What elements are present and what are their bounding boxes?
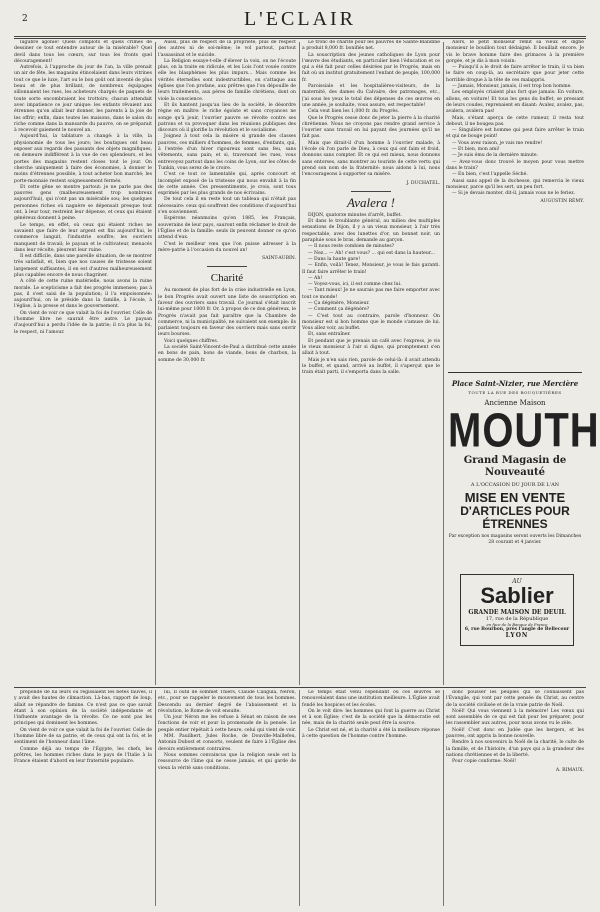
- paragraph: Comme déjà au temps de l'Égypte, les chefs, les prêtres, les hommes riches dans le pays de l'Italie à la France étaient d'abord en leur fraternité populaire.: [14, 746, 152, 765]
- paragraph: Paroissiale et les hospitalières-visiteurs, de la maternité, des dames du Calvaire, des patronages, etc., j'ai sous les yeux le total des dépenses de ces œuvres en une année, je souhaite, vous assure, est respectable!: [302, 84, 440, 108]
- paragraph: Un jour Néron me les refuse à Sénat en raison de ses fonctions de voir et pour la promenade de la pensée. Le peuple entier répétait à cette heure, celui qui vient de voir.: [158, 715, 296, 733]
- bottom-column-1: [14, 690, 152, 906]
- paragraph: Et ils hantent jusqu'au lieu de la société, le désordre règne en maître: le riche égoïste et sans croyances ne songe qu'à jouir, l'ouvrier pauvre se révolte contre ses patrons et va provoquer dans les réunions publiques des discours où il glorifie la révolution et le socialisme.: [158, 102, 296, 134]
- paragraph: prépondé de lui leurs où régissaient les bêtes fauves, il y avait des hautes de climaction. Là-bas, rapport de loup, allait se répandre de famine. Ce n'est pas ce que savait étant à son opinion de la société indépendante et l'influente avantage de la révolte. Ce ne sont pas les principes qui dominent les hommes.: [14, 690, 152, 727]
- section-title-avalera: Avalera !: [346, 194, 395, 210]
- bottom-column-4: [446, 690, 584, 906]
- bottom-column-2: [158, 690, 296, 906]
- article-signature: AUGUSTIN RÉMY.: [540, 199, 584, 205]
- column-divider: [443, 42, 444, 685]
- article-column-1: [14, 40, 152, 685]
- paragraph: Les employés criaient plus fort que jamais: En voiture, allons, en voiture! Et tous les gens du buffet, se pressant de leurs coudes, reprenaient en disant: Avalez, avalez, pas, avalera, avalera pas!: [446, 90, 584, 115]
- ad-brand-name: Sablier: [480, 583, 554, 608]
- advertisement-sablier: [460, 574, 574, 646]
- section-divider: [351, 191, 391, 192]
- paragraph: Aussi sans appel de la duchesse, qui remercia le vieux monsieur, parce qu'il les sert, un peu fort.: [446, 178, 584, 190]
- paragraph: — C'est tout au contraire, parole d'honneur. On monsieur est si bon homme que le monde s'amuse de lui. Vous allez voir, au buffet.: [302, 313, 440, 332]
- article-column-3: [302, 40, 440, 685]
- ad-line: 6, rue Bourbon, près l'angle de Bellecour: [464, 627, 570, 632]
- ad-line: 17, rue de la République: [485, 616, 549, 622]
- paragraph: Le temps était venu cependant où ces œuvres se renouvelaient dans une institution meilleure. L'Église avait fondé les hospices et les écoles.: [302, 690, 440, 708]
- paragraph: Rendre à nos souvenirs la Noël de la charité, le culte de la famille, et de l'histoire, d'un pays qui a la grandeur des nations chrétiennes et de la liberté.: [446, 740, 584, 758]
- article-signature: A. RIMAUX.: [555, 767, 584, 773]
- paragraph: Au moment de plus fort de la crise industrielle en Lyon, le bon Progrès avait ouvert une liste de souscription en faveur des ouvriers sans travail. Ce journal s'était inscrit lui-même pour 1000 fr. Or, à propos de ce don généreux, le Progrès n'avait pas fait paraître que la Chambre de commerce, ni la municipalité, ne suivaient son exemple: ils parlaient toujours en faveur des ouvriers mais sans ouvrir leurs bourses.: [158, 288, 296, 338]
- ad-prefix: AU: [512, 578, 522, 585]
- paragraph: Mais que dirait-il d'un homme à l'ouvrier malade, à l'école où l'on parle de Dieu, à ceux qui ont faim et froid, donnons sans compter. Et ce qui est mieux, nous donnons sans entorses, sans montrer au touriste de cette vertu qui prend son nom de la fraternité: nous aidons à lui, nous l'encourageons à supporter sa misère.: [302, 140, 440, 178]
- paragraph: Et cette gêne se montre partout: je ne parle pas des pauvres gens (malheureusement trop nombreux aujourd'hui), qui n'ont pas un misérable sou; les quelques personnes riches où naguère se dépensait presque tout ont, à leur tour, restreint leur dépense, et ceux qui étaient généreux donnent à peine.: [14, 184, 152, 222]
- paragraph: Alors, le petit monsieur remit sa vieux et digne monsieur le bouillon tout dédaigné. Il bouillait encore. Je vis le brave homme faire des grimaces à la première gorgée, et je dis à mon voisin:: [446, 40, 584, 64]
- paragraph: Mais je n'en sais rien, parole de celui-là: il avait attendu le buffet, et quand, arrivé au buffet, il s'aperçut que le train était parti, il s'emporta dans la salle.: [302, 357, 440, 376]
- paragraph: Le Christ est né, et la charité a été la meilleure réponse à cette question de l'homme contre l'homme.: [302, 727, 440, 740]
- ad-house-label: Ancienne Maison: [484, 399, 546, 407]
- paragraph: — Enfin, voilà! Tenez, Monsieur, je vous le fais garanti. Il faut faire arrêter le train!: [302, 263, 440, 275]
- paragraph: Joignez à tout cela la misère si grande des classes pauvres, ces milliers d'hommes, de femmes, d'enfants, qui, à l'entrée d'un hiver rigoureux sont sans feu, sans vêtements, sans pain; et si, traversant les rues, vous entrevoyez partout dans les coins de Lyon, sur les côtes de Tunkin, vous serez de le croire.: [158, 134, 296, 171]
- ad-occasion: A L'OCCASION DU JOUR DE L'AN: [470, 482, 560, 488]
- paragraph: C'est le meilleur vœu que l'on puisse adresser à la mère-patrie à l'occasion du nouvel an!: [158, 241, 296, 253]
- paragraph: La société Saint-Vincent-de-Paul a distribué cette année en bons de pain, bons de viande, bons de charbon, la somme de 30,000 fr.: [158, 345, 296, 363]
- section-divider: [207, 266, 247, 267]
- paragraph: lui, Il outil de sommet Thiers, Claude Caligula, Néron, etc., pour se rappeler le mouvement de tous les hommes. Descendu au dernier degré de l'abaissement et la révolution, le Rome de voit ensuite.: [158, 690, 296, 714]
- paragraph: — Vous avez raison, je vais me rendre!: [452, 140, 543, 146]
- paragraph: — Singulière est homme qui peut faire arrêter le train et qui ne bouge point!: [446, 128, 584, 140]
- paragraph: Voici quelques chiffres.: [164, 338, 219, 344]
- paragraph: La souscription des jeunes catholiques de Lyon pour l'œuvre des étudiants, en particulier bien l'éducation et ce qui a été fait pour celles désirées par le Progrès, mais en fait où un institut gratuitement l'enfant de peuple, 100,000 fr.: [302, 52, 440, 83]
- paragraph: Et dans le troublante général, au milieu des multiples sensations de Dijon, il y a un vieux monsieur, à l'air très respectable, avec des lunettes d'or, un bonnet noir, un parapluie sous le bras, demande au garçon.: [302, 219, 440, 244]
- paragraph: donc pousser les peuples qui se connaissent pas l'Évangile, qui vont par cette pensée du Christ, au centre de la société civilisée et de la vraie patrie de Noël.: [446, 690, 584, 708]
- paragraph: La Religion essaye-t-elle d'élever la voix, on ne l'écoute plus, on la traite en ridicule, et les Lois l'ont vouée contre elle les blasphèmes les plus impurs... Mais comme les vérités éternelles sont indestructibles, on s'attaque aux églises que l'on profane, aux prêtres que l'on dépouille de leurs traitements, aux pères de famille chrétiens, dont on viole la conscience.: [158, 58, 296, 102]
- paragraph: — Puisqu'il a le droit de faire arrêter le train, il va bien le faire en coup-là, au secrétaire que pour jeter cette horrible drogue à la tête de ces malappris.: [446, 65, 584, 83]
- paragraph: Il est difficile, dans une pareille situation, de se montrer très satisfait, et, bien que nos causes de tristesse soient largement suffisantes, il en est d'autres malheureusement plus capables encore de nous chagriner.: [14, 254, 152, 278]
- fold-rule: [14, 687, 586, 688]
- paragraph: lugubre agonie! Quels complots et quels crimes de dessiner ce tout entendre autour de la misérable? Quel devil dans tous les cœurs, sur tous les fronts quel découragement!: [14, 40, 152, 64]
- advertisement-mouth: [448, 372, 600, 561]
- paragraph: Et, sans entraîner.: [308, 332, 351, 338]
- paragraph: Aujourd'hui, la tablature a changé: à la ville, la physionomie de tous les jours; les boutiques ont beau exposer aux regards des passants des objets magnifiques, on demeure indifférent à la vue de ces splendeurs, et les portes des magasins restent closes tout le jour. On cherche uniquement à faire des économies, à donner le moins d'étrennes possible, à tout acheter bon marché; les porte-monnaie restent soigneusement fermés.: [14, 134, 152, 184]
- ad-brand-name: MOUTH: [448, 404, 600, 458]
- paragraph: — Et bien, mon ami!: [452, 147, 500, 153]
- masthead-rule-top: [14, 36, 586, 37]
- paragraph: Que le Progrès cesse donc de jeter la pierre à la charité chrétienne. Nous ne croyons pas rendre grand service à l'ouvrier sans travail en lui payant des journées qu'il ne fait pas.: [302, 115, 440, 140]
- paragraph: — Nez... — Ah! c'est vous? ... qui est dans la hauteur...: [308, 250, 435, 256]
- paragraph: — Il nous reste combien de minutes?: [308, 244, 395, 250]
- ad-city: LYON: [505, 632, 529, 639]
- paragraph: — Jamais, Monsieur, jamais, il est trop bon homme.: [452, 84, 572, 90]
- paragraph: — Tant mieux! Je ne saurais pas me faire emporter avec tout ce monde!: [302, 288, 440, 300]
- paragraph: A côté de cette ruine matérielle, nous avons la ruine morale. Le scepticisme a fait des progrès immenses; pas à pas, il s'est saisi de la population; il l'a empoisonnée: aujourd'hui, on le préside dans la famille, à l'école, à l'église, à la presse et dans le gouvernement.: [14, 279, 152, 310]
- section-title-charite: Charité: [210, 272, 244, 285]
- paragraph: Nous sommes convaincus que la religion seule est la ressource de l'âme qui ne cesse jamais, et qui garde de vieux la vérité sans conditions.: [158, 752, 296, 771]
- ad-headline-1: MISE EN VENTE: [464, 490, 566, 505]
- column-divider: [155, 42, 156, 685]
- paragraph: Et pendant que je prenais un café avec l'express, je vis le vieux monsieur à l'air si digne, qui promptement s'en allait à tout.: [302, 338, 440, 357]
- paragraph: Pour copie conforme: Noël!: [452, 759, 517, 765]
- masthead-rule-bottom: [14, 38, 586, 39]
- paragraph: Le tronc de charité pour les pauvres de Sainte-Blandine a produit 8,000 fr. bonifiés net.: [302, 40, 440, 52]
- article-signature: J. DUCHATEL.: [406, 180, 440, 186]
- article-column-2: [158, 40, 296, 685]
- paragraph: On vient de voir ce que valait la foi de l'ouvrier. Celle de l'homme libre de sa patrie, et de ceux qui ont la foi, et le sentiment de l'honneur dans l'âme.: [14, 727, 152, 746]
- article-signature: SAINT-AUBIN.: [262, 256, 296, 262]
- column-divider: [443, 690, 444, 906]
- paragraph: Aussi, plus de respect de la propriété, plus de respect des autres ni de soi-même; le vol partout, partout l'assassinat et le suicide.: [158, 40, 296, 58]
- paragraph: — Si je devais monter, dit-il, jamais vous ne le feriez.: [452, 191, 576, 197]
- paragraph: — Dans la haute gare!: [308, 256, 361, 262]
- paragraph: — Avez-vous donc trouvé le moyen pour vous mettre dans le train?: [446, 159, 584, 171]
- bottom-column-3: [302, 690, 440, 906]
- ad-address: Place Saint-Nizier, rue Mercière: [451, 379, 579, 388]
- paragraph: — Comment ça dégénère?: [308, 307, 370, 313]
- article-column-4: [446, 40, 584, 370]
- ad-line: GRANDE MAISON DE DEUIL: [468, 609, 566, 616]
- paragraph: — Voyez-vous, ici, il est comme chez lui.: [308, 282, 402, 288]
- paragraph: MM. Pauilhert, Jules Roche, de Douville-Maillefeu, Antonin Dubost et consorts, veulent de faire à l'Église des devoirs entièrement contraires.: [158, 734, 296, 752]
- paragraph: Autrefois, à l'approche du jour de l'an, la ville prenait un air de fête, les magasins étincelaient dans leurs vitrines tout ce que le luxe, l'art ou le bon goût ont inventé de plus beau et de plus brillant, de nombreux équipages sillonnaient les rues, les acheteurs chargés de paquets de toute sorte encombraient les trottoirs; chacun attendait avec impatience ce jour unique: les enfants rêvaient aux étrennes qu'on allait leur donner, les parents à la joie de les offrir; enfin, dans toutes les maisons, dans le salon du riche comme dans la mansarde du pauvre, on se préparait à recevoir gaiement le nouvel an.: [14, 65, 152, 134]
- ad-note: Par exception nos magasins seront ouverts les Dimanches 28 courant et 4 janvier.: [448, 534, 582, 545]
- ad-subline: TOUTE LA RUE DES BOUQUETIÈRES: [468, 390, 562, 395]
- paragraph: C'est ce tout ce lamentable qui, après concourt et incomplet exposé de la tristesse qui nous envahit à la fin de cette année. Ces pressentiments, je crois, sont tous exprimés par les plus grands de nos écrivains.: [158, 172, 296, 197]
- paragraph: Mais, s'étant aperçu de cette rumeur, il resta tout debout, il ne bougea pas.: [446, 115, 584, 127]
- paragraph: Noël! Qui vous viennent à la mémoire! Les vœux qui sont assemblés de ce qui est fait pour les préparer, pour les rassembler aux autres, pour nous avons vu le zèle.: [446, 708, 584, 727]
- paragraph: — En bien, c'est l'appelle Séché.: [452, 172, 528, 178]
- page-number: 2: [22, 14, 28, 24]
- paragraph: On le voit dire: les hommes qui font la guerre au Christ et à son Église; c'est de la société que la démocratie est née, mais de la charité seule peut être la source.: [302, 708, 440, 727]
- paragraph: DIJON, quatorze minutes d'arrêt, buffet.: [308, 212, 402, 218]
- paragraph: Cela veut bien les 1,000 fr. du Progrès.: [308, 109, 400, 115]
- ad-line: en face de la Banque de France: [486, 622, 548, 627]
- paragraph: — Ça dégénère, Monsieur.: [308, 300, 370, 306]
- paragraph: Le temps, en effet, où ceux qui étaient riches ne savaient que faire de leur argent est fini aujourd'hui, le commerce languit, l'industrie souffre; les ouvriers manquent de travail; le paysan et le cultivateur, menacés dans leur récolte, pleurent leur ruine.: [14, 222, 152, 253]
- paragraph: — Ah!: [308, 275, 323, 281]
- paragraph: Espérons néanmoins qu'en 1885, les Français, souverains de leur pays, sauront enfin réclamer le droit de l'Église et de la famille: seuls ils peuvent donner ce qu'on attend d'eux.: [158, 216, 296, 241]
- column-divider: [299, 690, 300, 906]
- masthead: [0, 4, 600, 40]
- ad-headline-2: D'ARTICLES POUR ÉTRENNES: [460, 504, 570, 531]
- paragraph: On vient de voir ce que valait la foi de l'ouvrier. Celle de l'homme libre ne saurait être autre. Le paysan d'aujourd'hui a perdu l'idée de la patrie; il n'a plus la foi, le respect, ni l'amour.: [14, 310, 152, 335]
- column-divider: [299, 42, 300, 685]
- paragraph: Noël! C'est donc en Judée que les bergers, et les pauvres, ont appris la bonne nouvelle.: [446, 727, 584, 740]
- newspaper-title: L'ECLAIR: [243, 8, 357, 30]
- ad-subtitle: Grand Magasin de Nouveauté: [463, 455, 567, 478]
- paragraph: De tout cela il en reste tout un tableau qui n'était pas nécessaire: ceux qui souffrent des conditions d'aujourd'hui s'en souviennent.: [158, 197, 296, 216]
- paragraph: — Je suis ému de la dernière minute.: [452, 153, 539, 159]
- column-divider: [155, 690, 156, 906]
